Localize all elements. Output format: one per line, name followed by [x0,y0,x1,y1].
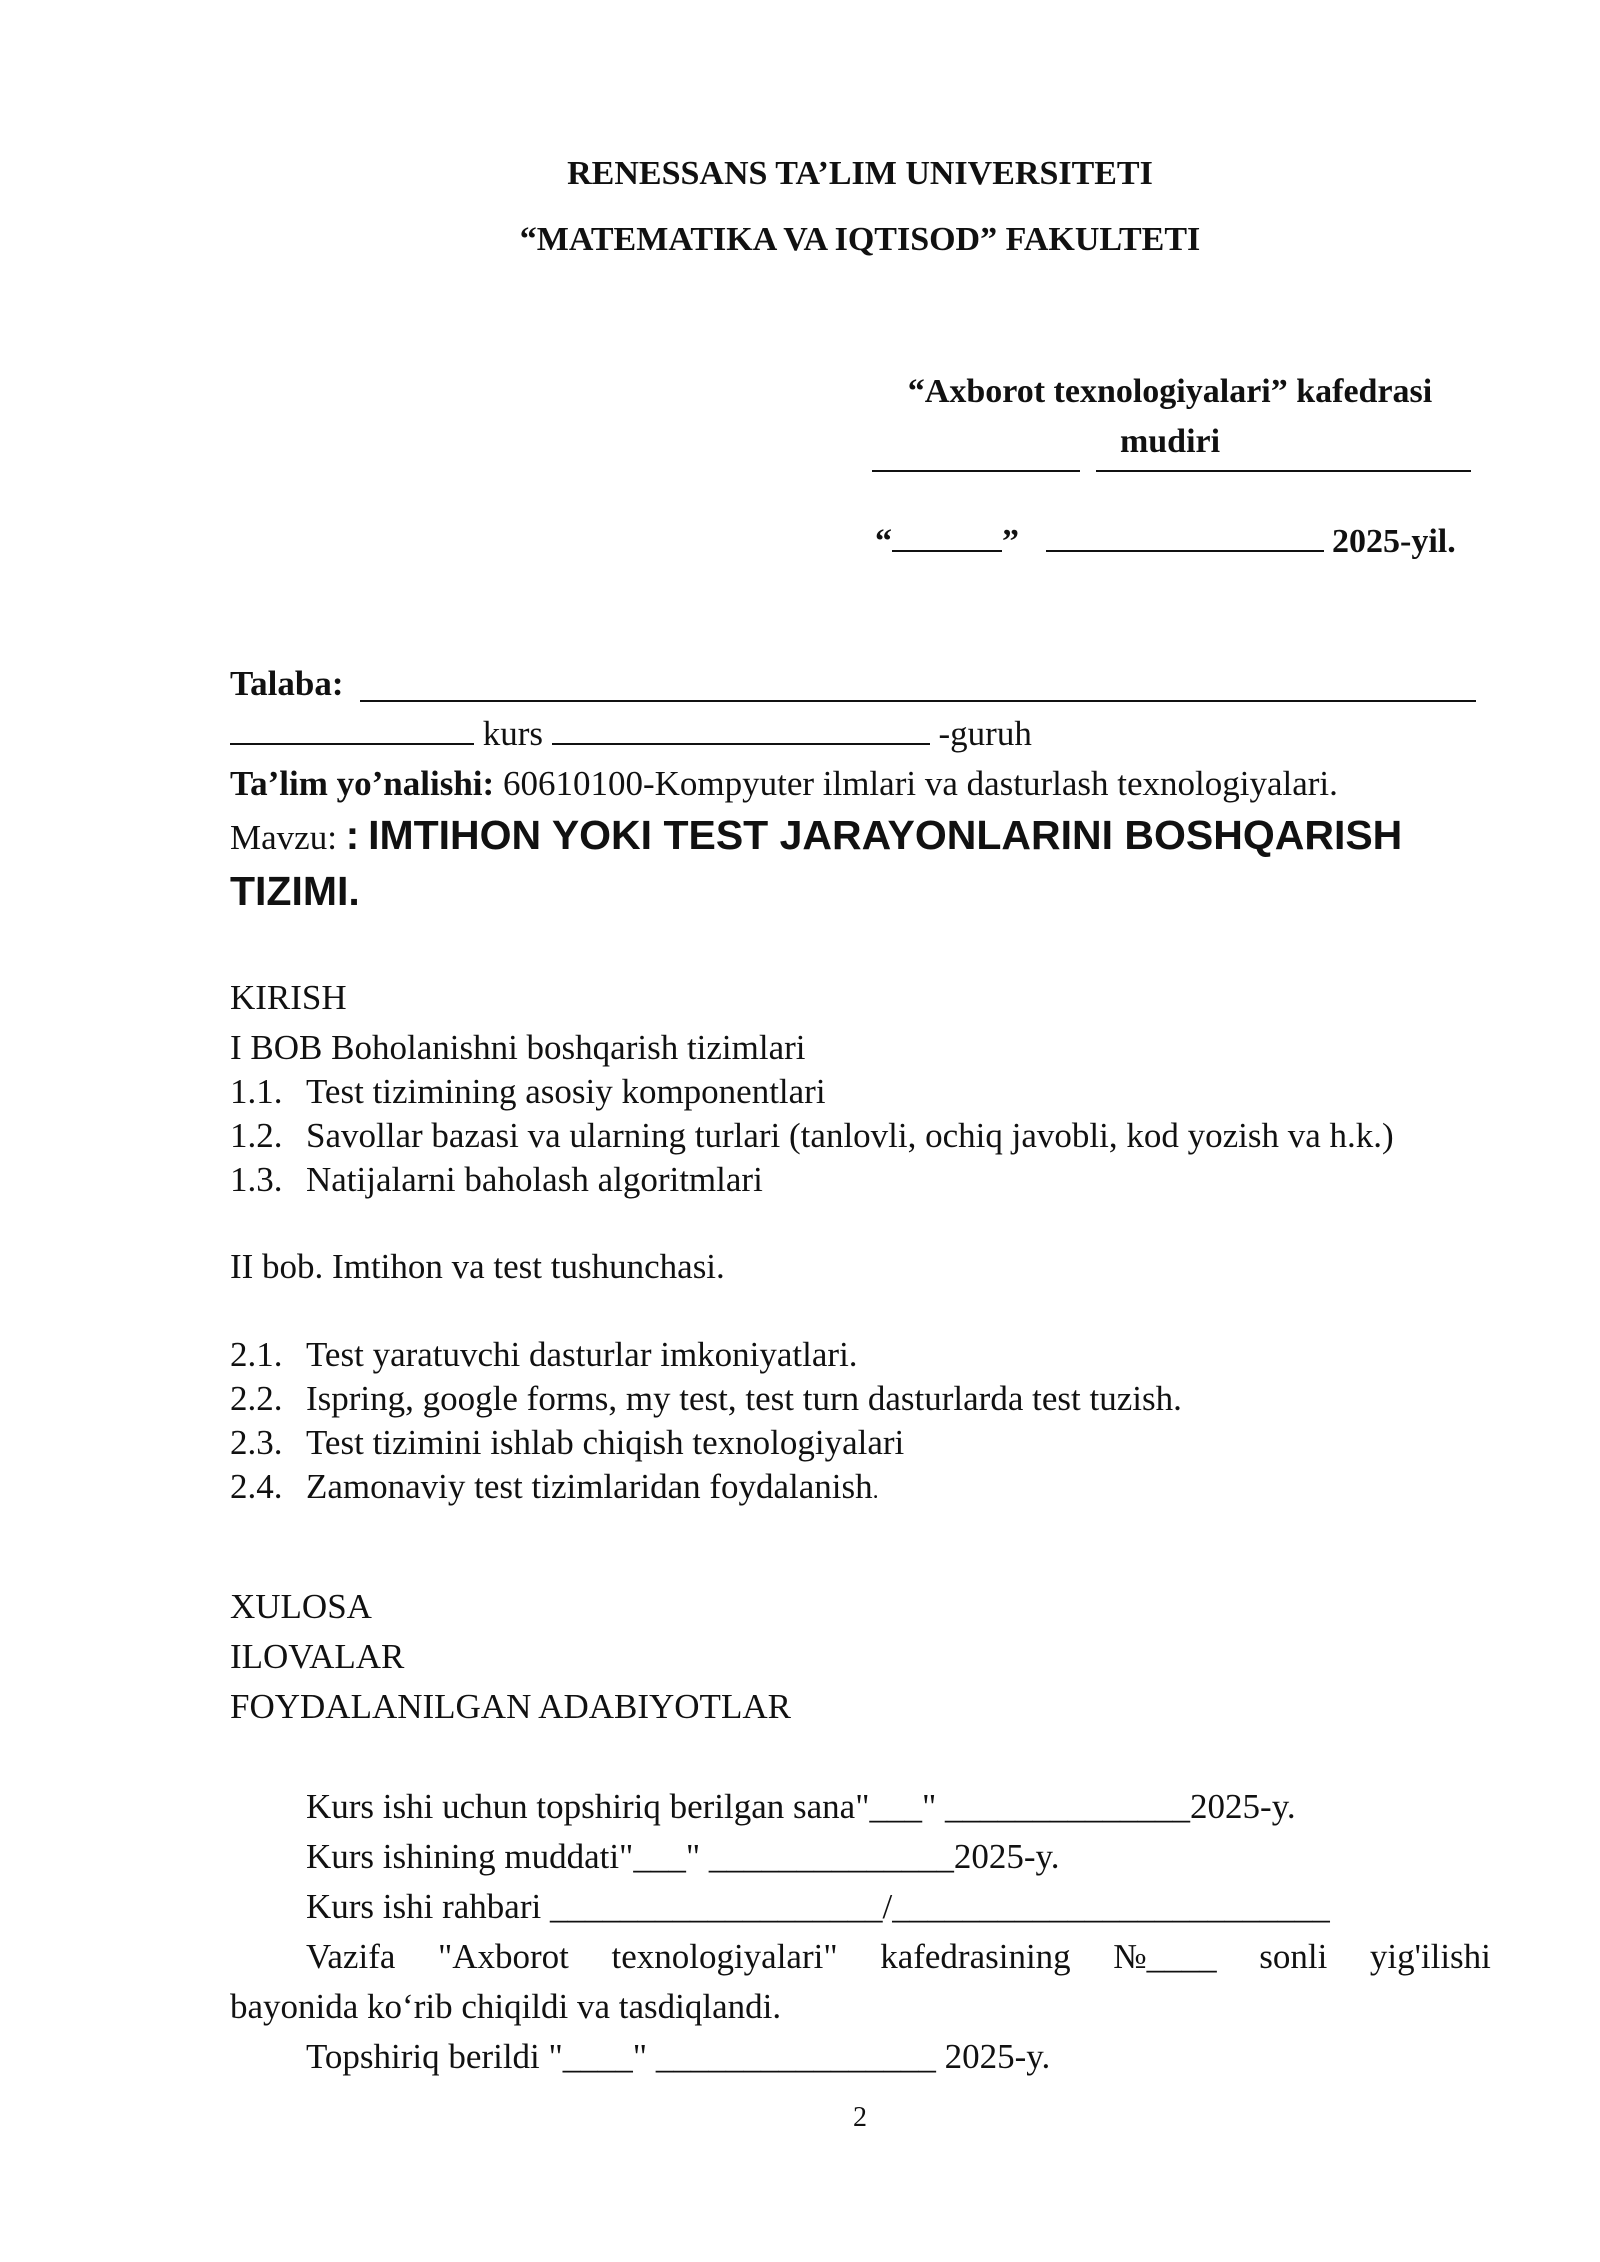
approval-year: 2025-yil. [1332,523,1456,560]
toc-item-number: 1.1. [230,1072,283,1111]
toc-item-text: Ispring, google forms, my test, test turn dasturlarda test tuzish. [306,1379,1182,1418]
approval-name-line [1096,470,1471,472]
toc-item-text: Test tizimining asosiy komponentlari [306,1072,826,1111]
toc-item-text: Test yaratuvchi dasturlar imkoniyatlari. [306,1335,858,1374]
task-word: texnologiyalari" [611,1937,838,1976]
page-number: 2 [853,2102,867,2133]
deadline-line: Kurs ishining muddati"___" ______________2025-y. [306,1837,1060,1876]
date-close-quote: ” [1002,523,1019,560]
toc-conclusion: XULOSA [230,1587,372,1626]
toc-item-text: Zamonaviy test tizimlaridan foydalanish [306,1467,873,1506]
task-word: №____ [1113,1937,1217,1976]
direction-row [230,762,1338,806]
approval-date [875,520,1456,564]
task-approval-line2: bayonida ko‘rib chiqildi va tasdiqlandi. [230,1987,782,2026]
toc-item-text: Savollar bazasi va ularning turlari (tanlovli, ochiq javobli, kod yozish va h.k.) [306,1116,1394,1155]
task-given-line: Topshiriq berildi "____" ________________ 2025-y. [306,2037,1051,2076]
course-group-row [230,712,1032,756]
toc-item-number: 1.3. [230,1160,283,1199]
task-word: yig'ilishi [1369,1937,1491,1976]
assigned-date-line: Kurs ishi uchun topshiriq berilgan sana"___" ______________2025-y. [306,1787,1296,1826]
university-name: RENESSANS TA’LIM UNIVERSITETI [567,155,1153,192]
task-word: sonli [1259,1937,1328,1976]
toc-item-trailing-dot: . [872,1478,879,1504]
faculty-name: “MATEMATIKA VA IQTISOD” FAKULTETI [519,221,1201,258]
direction-label: Ta’lim yo’nalishi: [230,764,495,803]
topic-separator: : [345,812,360,858]
course-label: kurs [482,714,544,753]
date-month-blank [1046,520,1324,552]
toc-item [230,1333,858,1377]
toc-item-text: Natijalarni baholash algoritmlari [306,1160,763,1199]
student-name-line [360,700,1476,702]
task-word: "Axborot [437,1937,569,1976]
topic-row [230,812,1402,861]
toc-item [230,1421,904,1465]
toc-item [230,1465,879,1513]
toc-chapter-1: I BOB Boholanishni boshqarish tizimlari [230,1028,806,1067]
topic-title-line2: TIZIMI. [230,868,360,914]
toc-item-number: 2.3. [230,1423,283,1462]
toc-item [230,1158,763,1202]
task-word: Vazifa [306,1937,396,1976]
direction-value: 60610100-Kompyuter ilmlari va dasturlash texnologiyalari. [502,764,1338,803]
toc-chapter-2: II bob. Imtihon va test tushunchasi. [230,1247,725,1286]
course-blank [230,713,474,745]
approval-title: mudiri [1119,423,1221,460]
toc-item-number: 2.1. [230,1335,283,1374]
date-open-quote: “ [875,523,892,560]
toc-item [230,1070,826,1114]
task-word: kafedrasining [880,1937,1071,1976]
toc-intro: KIRISH [230,978,347,1017]
toc-item [230,1114,1394,1158]
toc-item-number: 2.2. [230,1379,283,1418]
group-label: -guruh [938,714,1032,753]
approval-department: “Axborot texnologiyalari” kafedrasi [907,373,1433,410]
toc-references: FOYDALANILGAN ADABIYOTLAR [230,1687,791,1726]
task-approval-line1 [306,1935,1491,1979]
toc-item [230,1377,1182,1421]
topic-label: Mavzu: [230,818,337,857]
approval-signature-line [872,470,1080,472]
group-blank [552,713,930,745]
toc-appendix: ILOVALAR [230,1637,405,1676]
toc-item-number: 2.4. [230,1467,283,1506]
supervisor-line: Kurs ishi rahbari ___________________/_________________________ [306,1887,1330,1926]
toc-item-text: Test tizimini ishlab chiqish texnologiyalari [306,1423,905,1462]
toc-item-number: 1.2. [230,1116,283,1155]
date-day-blank [892,520,1002,552]
student-label: Talaba: [230,664,344,703]
topic-title-line1: IMTIHON YOKI TEST JARAYONLARINI BOSHQARISH [368,812,1403,858]
